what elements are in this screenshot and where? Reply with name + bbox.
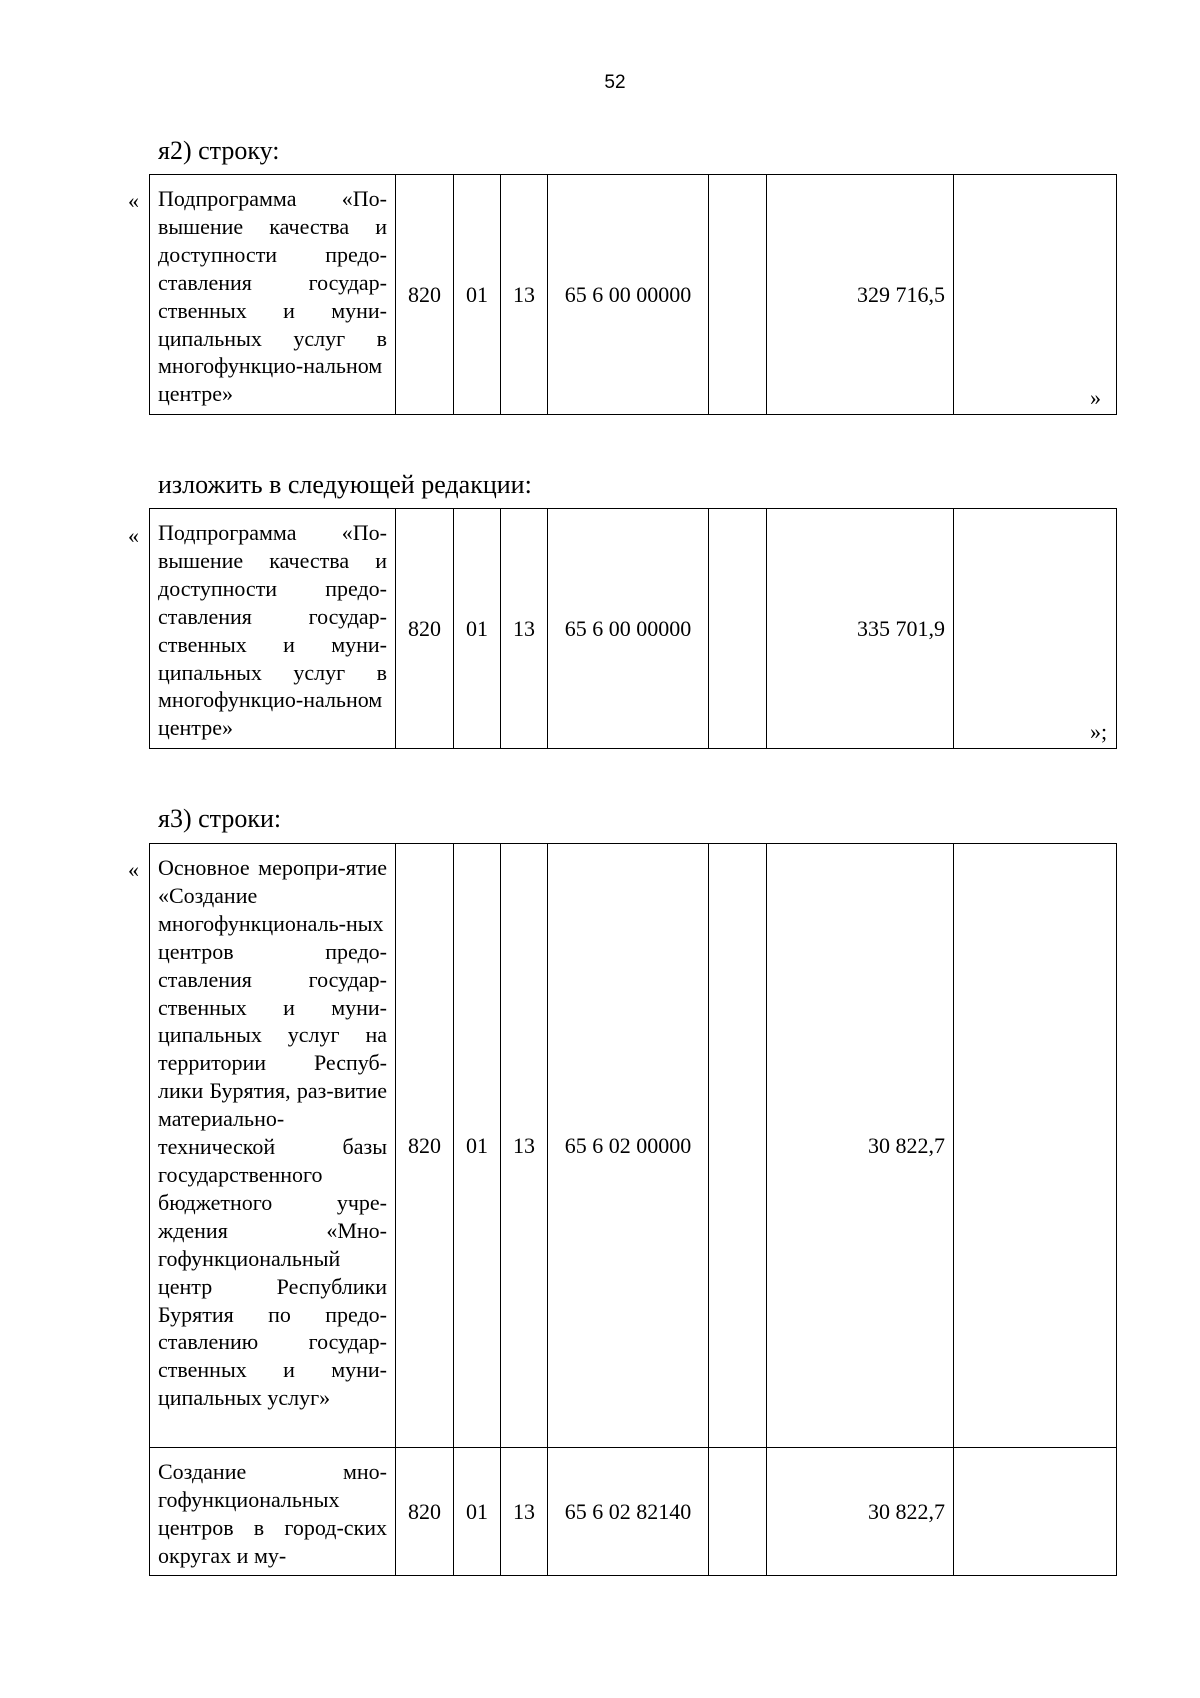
col-c-cell: 13 bbox=[501, 844, 548, 1448]
row-name: Создание мно-гофункциональных центров в город-ских округах и му- bbox=[158, 1459, 387, 1568]
col-e-cell bbox=[709, 1448, 767, 1576]
col-f-cell: 335 701,9 bbox=[767, 509, 954, 749]
row-name-cell bbox=[150, 175, 396, 415]
row-name: Подпрограмма «По-вышение качества и доступности предо-ставления государ-ственных и муни-ципальных услуг в многофункцио-нальном центре» bbox=[158, 186, 387, 407]
col-f-cell: 30 822,7 bbox=[767, 1448, 954, 1576]
section-2-table bbox=[149, 508, 1117, 749]
col-g-cell bbox=[954, 175, 1117, 415]
row-name: Подпрограмма «По-вышение качества и доступности предо-ставления государ-ственных и муни-ципальных услуг в многофункцио-нальном центре» bbox=[158, 520, 387, 741]
col-a-cell: 820 bbox=[396, 1448, 454, 1576]
col-f-cell: 329 716,5 bbox=[767, 175, 954, 415]
col-b-cell: 01 bbox=[454, 1448, 501, 1576]
page-number: 52 bbox=[604, 72, 626, 93]
col-d-cell: 65 6 00 00000 bbox=[548, 175, 709, 415]
section-3-table bbox=[149, 843, 1117, 1576]
col-f-cell: 30 822,7 bbox=[767, 844, 954, 1448]
table-row bbox=[150, 1448, 1117, 1576]
col-c-cell: 13 bbox=[501, 509, 548, 749]
section-2-open-quote: « bbox=[128, 523, 139, 548]
section-2-heading: изложить в следующей редакции: bbox=[158, 470, 532, 499]
section-1-table bbox=[149, 174, 1117, 415]
col-g-cell bbox=[954, 509, 1117, 749]
col-e-cell bbox=[709, 509, 767, 749]
section-1-open-quote: « bbox=[128, 188, 139, 213]
row-name: Основное меропри-ятие «Создание многофункциональ-ных центров предо-ставления государ-ственных и муни-ципальных услуг на территории Респуб-лики Бурятия, раз-витие материально-технической базы государственного бюджетного учре-ждения «Мно-гофункциональный центр Республики Бурятия по предо-ставлению государ-ственных и муни-ципальных услуг» bbox=[158, 855, 387, 1411]
table-row bbox=[150, 844, 1117, 1448]
section-2-close-quote: »; bbox=[1090, 719, 1108, 744]
col-d-cell: 65 6 00 00000 bbox=[548, 509, 709, 749]
col-d-cell: 65 6 02 00000 bbox=[548, 844, 709, 1448]
col-e-cell bbox=[709, 175, 767, 415]
col-c-cell: 13 bbox=[501, 1448, 548, 1576]
col-b-cell: 01 bbox=[454, 509, 501, 749]
table-row bbox=[150, 175, 1117, 415]
row-name-cell bbox=[150, 1448, 396, 1576]
col-e-cell bbox=[709, 844, 767, 1448]
section-1-close-quote: » bbox=[1090, 385, 1101, 410]
section-3-heading: я3) строки: bbox=[158, 804, 282, 833]
section-1-heading: я2) строку: bbox=[158, 136, 280, 165]
col-d-cell: 65 6 02 82140 bbox=[548, 1448, 709, 1576]
col-a-cell: 820 bbox=[396, 509, 454, 749]
table-row bbox=[150, 509, 1117, 749]
col-g-cell bbox=[954, 844, 1117, 1448]
row-name-cell bbox=[150, 509, 396, 749]
col-a-cell: 820 bbox=[396, 175, 454, 415]
col-g-cell bbox=[954, 1448, 1117, 1576]
col-c-cell: 13 bbox=[501, 175, 548, 415]
col-b-cell: 01 bbox=[454, 844, 501, 1448]
col-b-cell: 01 bbox=[454, 175, 501, 415]
row-name-cell bbox=[150, 844, 396, 1448]
col-a-cell: 820 bbox=[396, 844, 454, 1448]
section-3-open-quote: « bbox=[128, 857, 139, 882]
